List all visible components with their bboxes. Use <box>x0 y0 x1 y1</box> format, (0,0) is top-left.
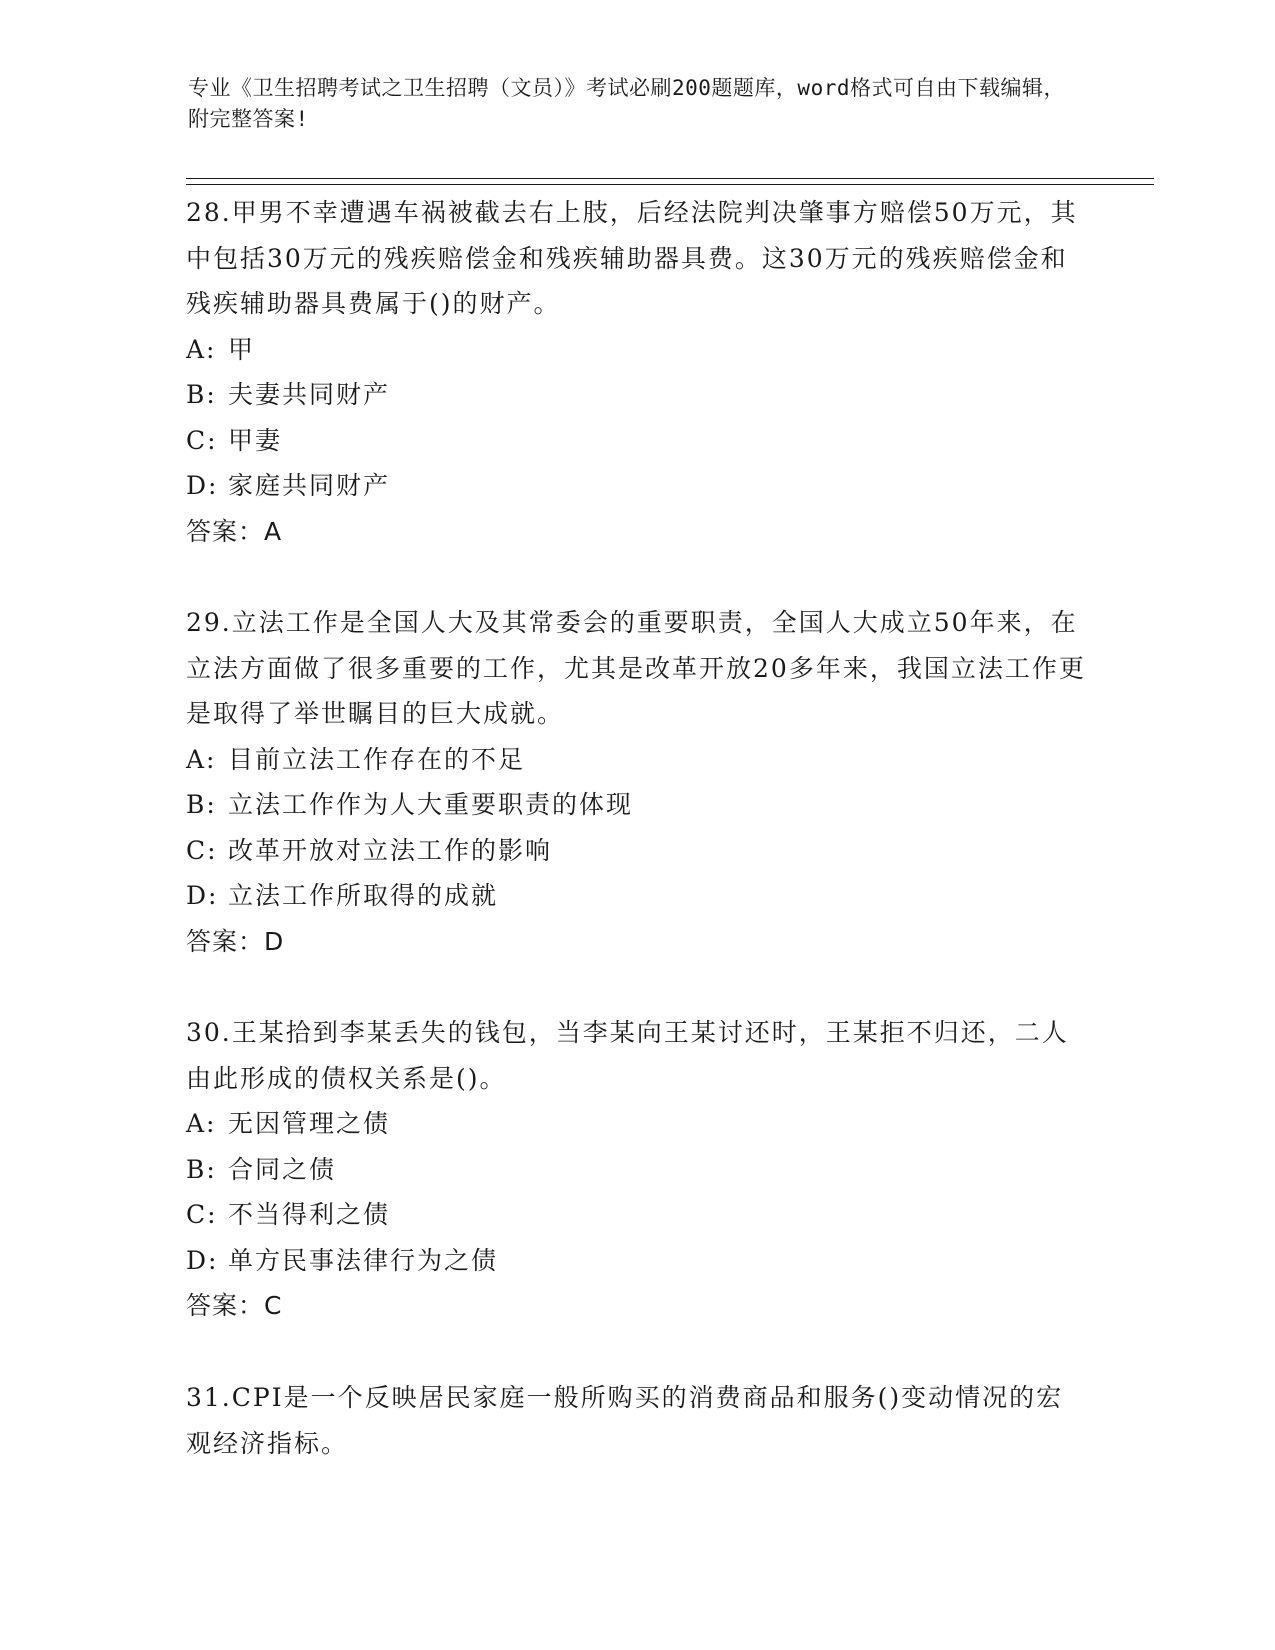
option-b <box>186 782 1086 828</box>
answer: 答案：C <box>186 1291 283 1320</box>
document-header: 专业《卫生招聘考试之卫生招聘（文员）》考试必刷200题题库，word格式可自由下载编辑，附完整答案! <box>188 76 1065 131</box>
option-text: 无因管理之债 <box>228 1109 391 1138</box>
option-key: B: <box>186 380 217 409</box>
option-b <box>186 1147 1086 1193</box>
question-text: 30.王某拾到李某丢失的钱包，当李某向王某讨还时，王某拒不归还，二人由此形成的债权关系是()。 <box>186 1018 1069 1093</box>
question-30 <box>186 1010 1086 1329</box>
question-31 <box>186 1375 1086 1466</box>
option-text: 单方民事法律行为之债 <box>228 1245 499 1275</box>
option-text: 合同之债 <box>228 1154 337 1184</box>
option-text: 夫妻共同财产 <box>228 380 391 409</box>
question-text: 31.CPI是一个反映居民家庭一般所购买的消费商品和服务()变动情况的宏观经济指标。 <box>186 1383 1064 1458</box>
option-key: B: <box>186 1154 217 1184</box>
option-text: 甲妻 <box>228 425 283 455</box>
option-a <box>186 1101 1086 1147</box>
option-a <box>186 327 1086 373</box>
option-key: A: <box>186 334 217 364</box>
option-c <box>186 1192 1086 1238</box>
option-text: 目前立法工作存在的不足 <box>228 744 526 774</box>
header-rule-top <box>186 178 1154 179</box>
option-key: A: <box>186 744 217 774</box>
option-text: 改革开放对立法工作的影响 <box>228 835 553 865</box>
answer: 答案：D <box>186 926 285 956</box>
header-rule-bottom <box>186 184 1154 185</box>
question-28 <box>186 190 1086 554</box>
question-29 <box>186 600 1086 964</box>
option-c <box>186 418 1086 464</box>
option-key: C: <box>186 835 218 865</box>
option-text: 立法工作所取得的成就 <box>228 881 499 910</box>
option-key: D: <box>186 471 219 500</box>
option-key: D: <box>186 1245 219 1275</box>
option-d <box>186 873 1086 919</box>
option-key: A: <box>186 1109 217 1138</box>
option-text: 立法工作作为人大重要职责的体现 <box>228 790 634 819</box>
option-key: B: <box>186 790 217 819</box>
option-text: 甲 <box>228 334 256 364</box>
option-c <box>186 828 1086 874</box>
question-text: 29.立法工作是全国人大及其常委会的重要职责，全国人大成立50年来，在立法方面做了很多重要的工作，尤其是改革开放20多年来，我国立法工作更是取得了举世瞩目的巨大成就。 <box>186 608 1086 728</box>
option-d <box>186 463 1086 509</box>
option-text: 不当得利之债 <box>228 1200 391 1229</box>
option-text: 家庭共同财产 <box>228 471 391 500</box>
option-b <box>186 372 1086 418</box>
question-text: 28.甲男不幸遭遇车祸被截去右上肢，后经法院判决肇事方赔偿50万元，其中包括30万元的残疾赔偿金和残疾辅助器具费。这30万元的残疾赔偿金和残疾辅助器具费属于()的财产。 <box>186 198 1078 318</box>
answer: 答案：A <box>186 516 283 546</box>
option-key: D: <box>186 881 219 910</box>
option-key: C: <box>186 1200 218 1229</box>
option-a <box>186 737 1086 783</box>
option-key: C: <box>186 425 218 455</box>
option-d <box>186 1238 1086 1284</box>
